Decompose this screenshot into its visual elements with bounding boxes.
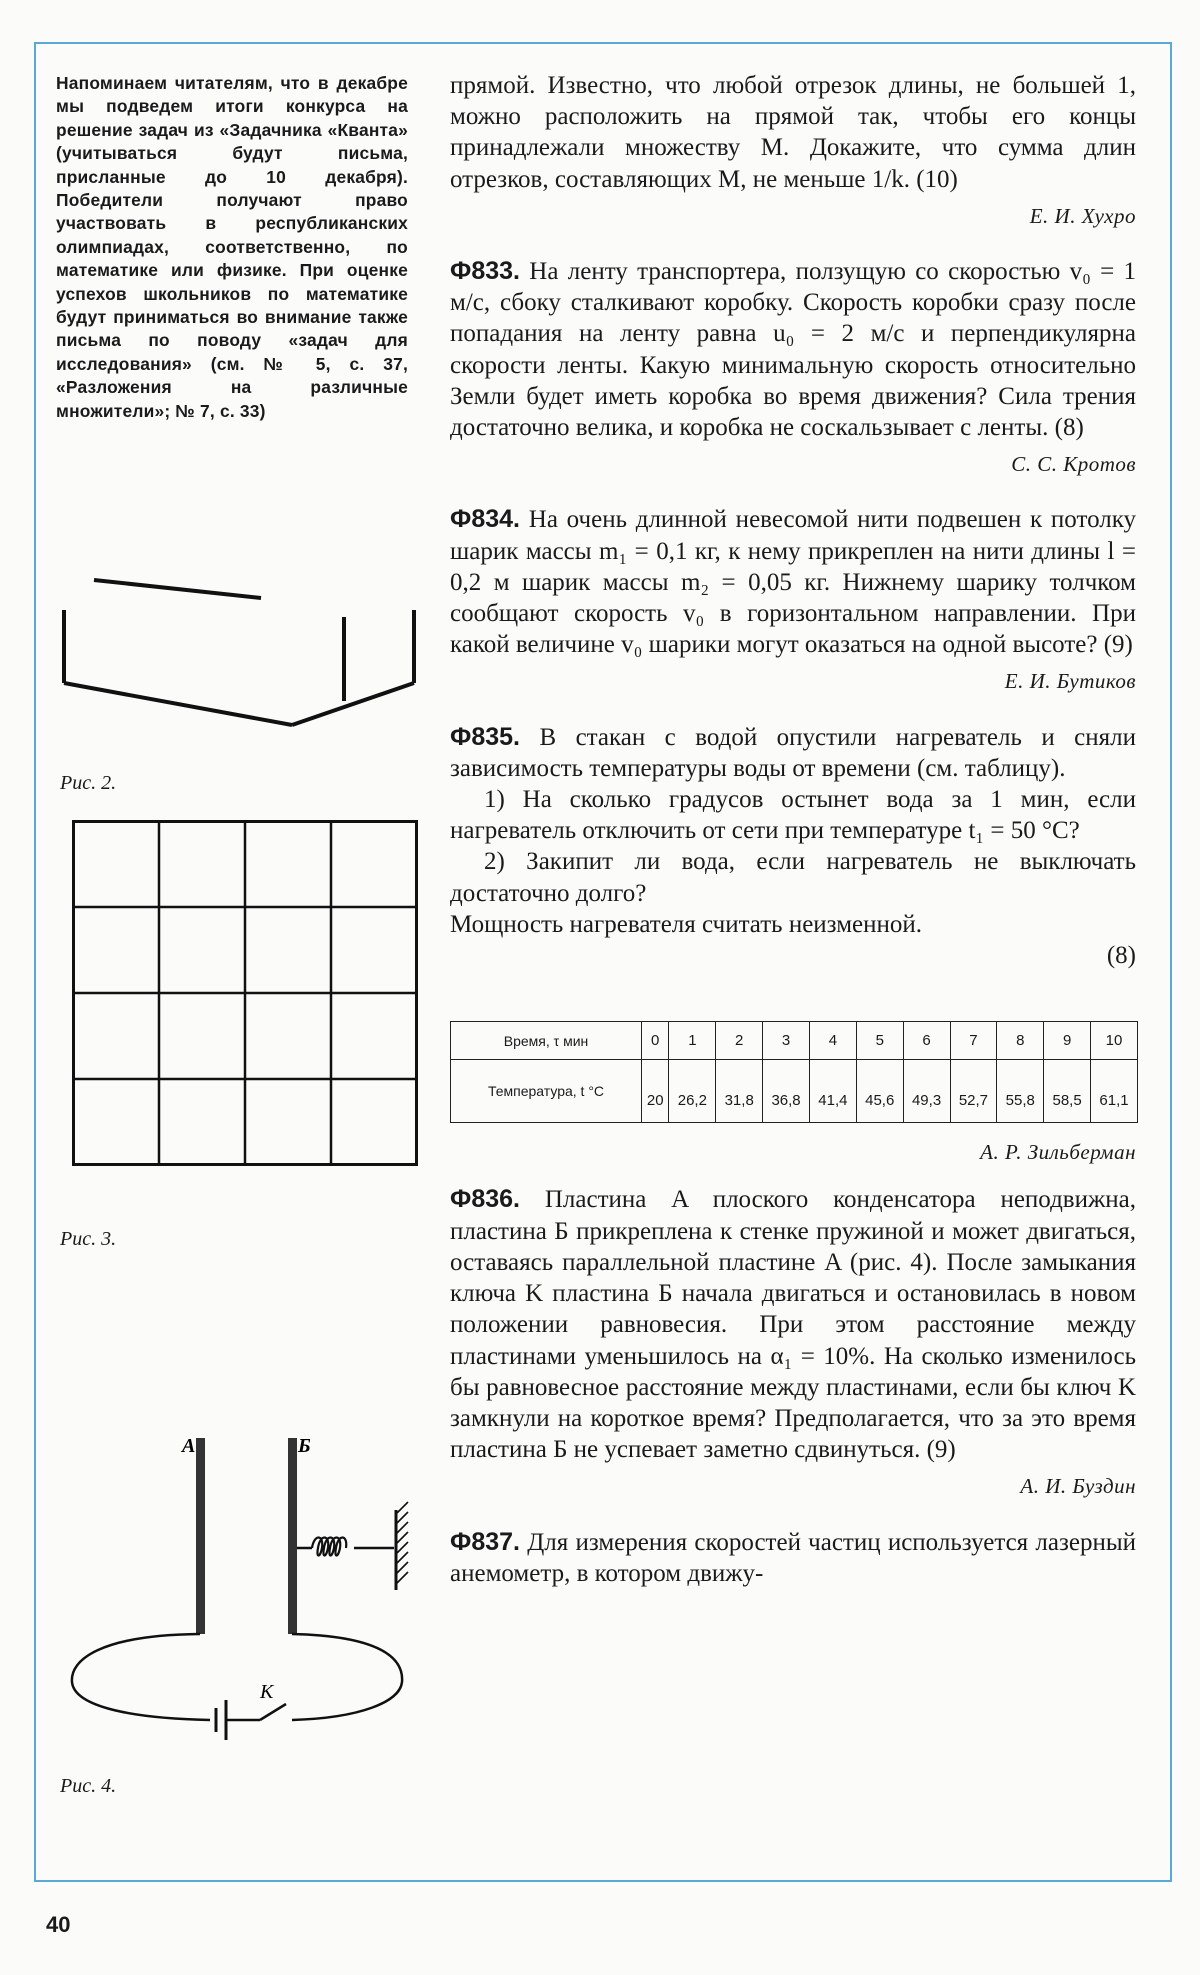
fig4-key-lever: [260, 1704, 286, 1720]
table-row: [451, 1022, 1138, 1060]
table-cell-time: 0: [642, 1022, 669, 1060]
table-cell-time: 3: [763, 1022, 810, 1060]
author-zilberman: А. Р. Зильберман: [980, 1140, 1136, 1165]
table-cell-time: 8: [997, 1022, 1044, 1060]
problem-number: Ф833.: [450, 257, 520, 286]
author-krotov: С. С. Кротов: [1011, 452, 1136, 477]
figure-3: [72, 820, 418, 1166]
fig4-caption: Рис. 4.: [60, 1775, 117, 1797]
table-cell-temp: 20: [642, 1060, 669, 1123]
author-butikov: Е. И. Бутиков: [1004, 669, 1136, 694]
fig4-spring: [312, 1538, 346, 1556]
problem-f835-note: Мощность нагревателя считать неизменной.: [450, 910, 923, 938]
table-header-temperature: Температура, t °C: [451, 1060, 642, 1123]
table-cell-time: 6: [903, 1022, 950, 1060]
table-cell-time: 9: [1044, 1022, 1091, 1060]
table-cell-temp: 41,4: [809, 1060, 856, 1123]
table-cell-temp: 31,8: [716, 1060, 763, 1123]
fig3-caption: Рис. 3.: [60, 1228, 117, 1250]
problem-number: Ф834.: [450, 505, 520, 534]
fig4-wire-left: [72, 1634, 210, 1720]
author-buzdin: А. И. Буздин: [1020, 1474, 1136, 1499]
problem-text: На очень длинной невесомой нити подвешен к потолку шарик массы m₁ = 0,1 кг, к нему прикреплен на нити длины l = 0,2 м шарик массы m₂ = 0,05 кг. Нижнему шарику толчком сообщают скорость v₀ в горизонтальном направлении. При какой величине v₀ шарики могут оказаться на одной высоте? (9): [450, 506, 1137, 659]
fig4-label-b: Б: [298, 1435, 311, 1457]
table-cell-time: 1: [669, 1022, 716, 1060]
problem-text: На ленту транспортера, ползущую со скоростью v₀ = 1 м/с, сбоку сталкивают коробку. Скорость коробки сразу после попадания на ленту равна u₀ = 2 м/с и перпендикулярна скорости ленты. Какую минимальную скорость относительно Земли будет иметь коробка во время движения? Сила трения достаточно велика, и коробка не соскальзывает с ленты. (8): [450, 258, 1136, 442]
table-cell-time: 7: [950, 1022, 997, 1060]
problem-number: Ф837.: [450, 1527, 520, 1556]
problem-f837: [450, 1527, 1136, 1589]
table-cell-temp: 61,1: [1091, 1060, 1138, 1123]
problem-number: Ф836.: [450, 1185, 520, 1214]
contest-notice: Напоминаем читателям, что в декабре мы подведем итоги конкурса на решение задач из «Задачника «Кванта» (учитываться будут письма, присланные до 10 декабря). Победители получают право участвовать в республиканских олимпиадах, соответственно, по математике или физике. При оценке успехов школьников по математике будут приниматься во внимание также письма по поводу «задач для исследования» (см. № 5, с. 37, «Разложения на различные множители»; № 7, с. 33): [56, 73, 408, 421]
table-cell-temp: 26,2: [669, 1060, 716, 1123]
table-cell-time: 4: [809, 1022, 856, 1060]
problem-f834: [450, 504, 1136, 660]
problem-f835-score: (8): [1106, 942, 1136, 970]
table-header-time: Время, τ мин: [451, 1022, 642, 1060]
figure-2: [56, 575, 426, 735]
author-khukhro: Е. И. Хухро: [1029, 203, 1136, 228]
fig2-bottom-left: [64, 683, 292, 725]
fig4-label-k: K: [260, 1681, 274, 1703]
table-cell-time: 2: [716, 1022, 763, 1060]
problem-f835: [450, 722, 1136, 784]
figure-4: [60, 1430, 420, 1750]
table-cell-temp: 49,3: [903, 1060, 950, 1123]
problem-f836: [450, 1184, 1136, 1465]
table-cell-temp: 36,8: [763, 1060, 810, 1123]
problem-text: Пластина A плоского конденсатора неподвижна, пластина Б прикреплена к стенке пружиной и может двигаться, оставаясь параллельной пластине A (рис. 4). После замыкания ключа K пластина Б начала двигаться и остановилась в новом положении равновесия. При этом расстояние между пластинами уменьшилось на α₁ = 10%. На сколько изменилось бы равновесное расстояние между пластинами, если бы ключ K замкнули на короткое время? Предполагается, что за это время пластина Б не успевает заметно сдвинуться. (9): [450, 1186, 1136, 1464]
table-cell-temp: 55,8: [997, 1060, 1044, 1123]
table-cell-temp: 52,7: [950, 1060, 997, 1123]
fig4-plate-b: [288, 1438, 297, 1634]
problem-f835-question-1: 1) На сколько градусов остынет вода за 1 мин, если нагреватель отключить от сети при температуре t₁ = 50 °C?: [450, 786, 1136, 845]
problem-text: Для измерения скоростей частиц используется лазерный анемометр, в котором движу-: [450, 1528, 1136, 1587]
fig4-label-a: A: [182, 1435, 196, 1457]
temperature-table: [450, 1021, 1138, 1123]
fig2-caption: Рис. 2.: [60, 772, 117, 794]
math-problem-continuation: прямой. Известно, что любой отрезок длины, не большей 1, можно расположить на прямой так, чтобы его концы принадлежали множеству M. Докажите, что сумма длин отрезков, составляющих M, не меньше 1/k. (10): [450, 72, 1136, 193]
problem-number: Ф835.: [450, 722, 520, 751]
fig4-wall-hatch: [396, 1502, 408, 1584]
fig4-plate-a: [196, 1438, 205, 1634]
fig2-bottom-right: [292, 683, 414, 725]
problems-column: [450, 70, 1136, 1589]
fig4-wire-right: [292, 1634, 402, 1720]
table-cell-time: 10: [1091, 1022, 1138, 1060]
problem-f835-question-2: 2) Закипит ли вода, если нагреватель не выключать достаточно долго?: [450, 848, 1136, 907]
table-cell-time: 5: [856, 1022, 903, 1060]
table-cell-temp: 58,5: [1044, 1060, 1091, 1123]
table-row: [451, 1060, 1138, 1123]
problem-text: В стакан с водой опустили нагреватель и сняли зависимость температуры воды от времени (см. таблицу).: [450, 723, 1137, 782]
page-number: 40: [46, 1912, 71, 1937]
table-cell-temp: 45,6: [856, 1060, 903, 1123]
problem-f833: [450, 256, 1136, 443]
fig2-top-bar: [94, 580, 261, 598]
